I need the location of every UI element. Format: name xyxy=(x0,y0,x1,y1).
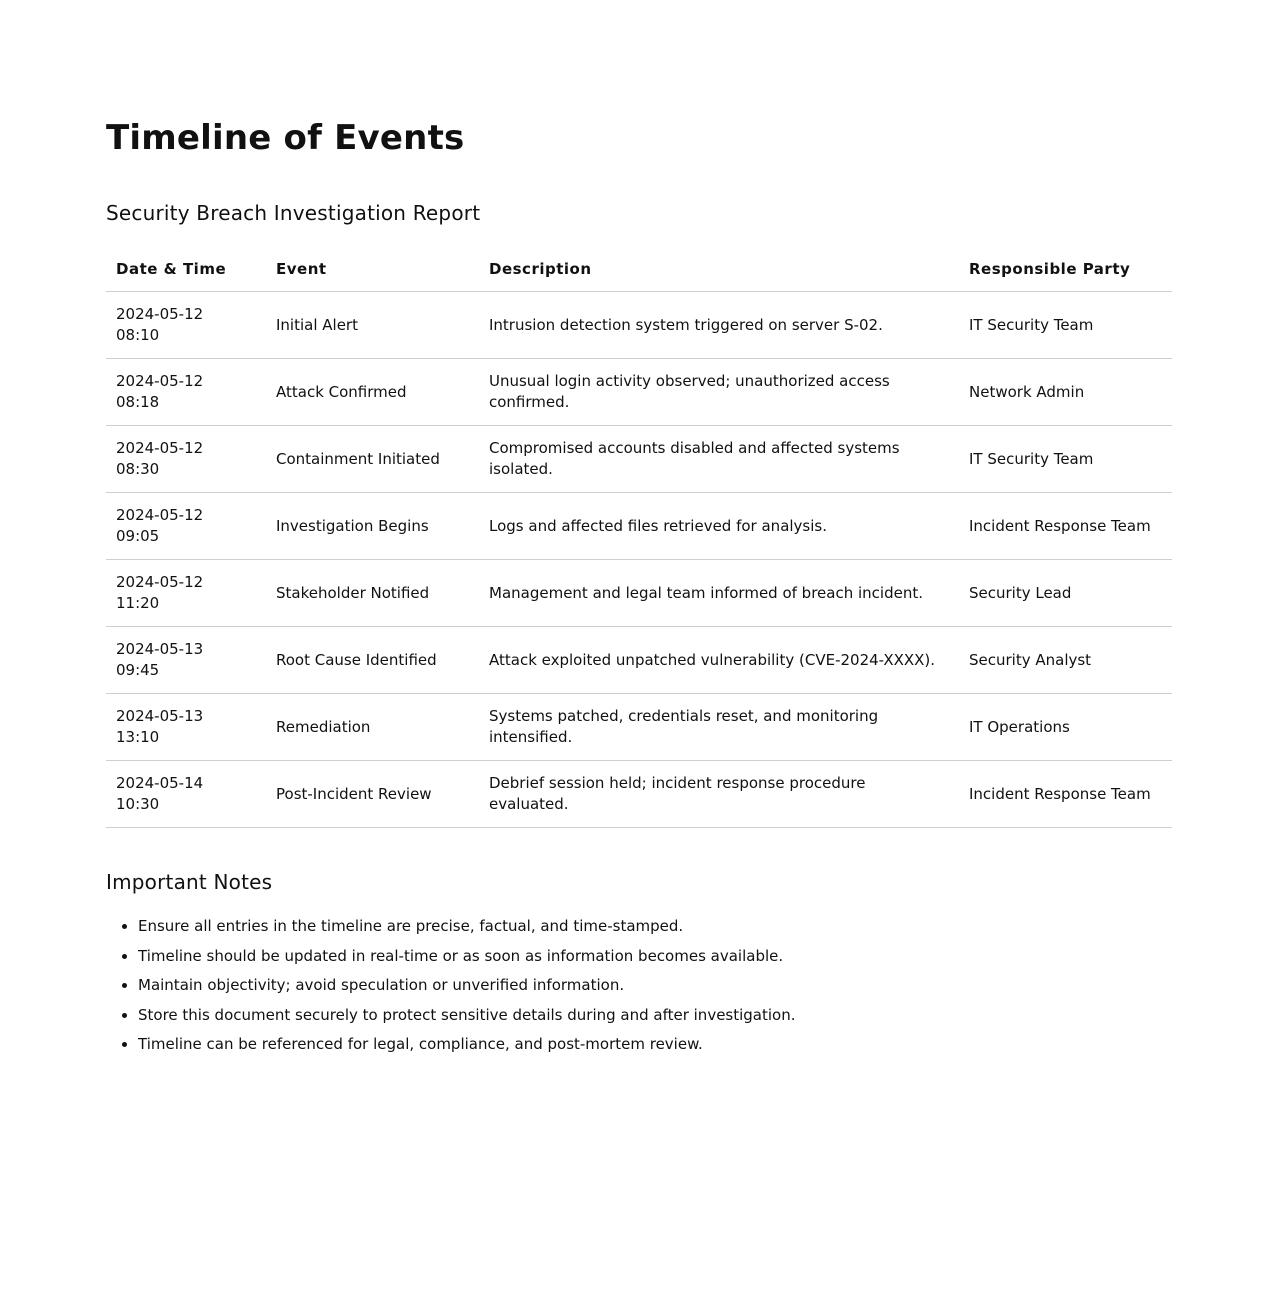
cell-time: 08:30 xyxy=(116,460,160,478)
cell-description: Unusual login activity observed; unauthorized access confirmed. xyxy=(479,359,959,426)
cell-date-time xyxy=(106,359,266,426)
cell-description: Systems patched, credentials reset, and monitoring intensified. xyxy=(479,694,959,761)
header-event: Event xyxy=(266,247,479,292)
cell-description: Attack exploited unpatched vulnerability (CVE-2024-XXXX). xyxy=(479,627,959,694)
cell-responsible-party: Security Lead xyxy=(959,560,1172,627)
notes-title: Important Notes xyxy=(106,870,273,894)
cell-event: Containment Initiated xyxy=(266,426,479,493)
cell-date: 2024-05-12 xyxy=(116,439,204,457)
cell-description: Logs and affected files retrieved for analysis. xyxy=(479,493,959,560)
report-subtitle: Security Breach Investigation Report xyxy=(106,201,481,225)
cell-event: Post-Incident Review xyxy=(266,761,479,828)
table-row xyxy=(106,627,1172,694)
cell-time: 13:10 xyxy=(116,728,160,746)
cell-responsible-party: Incident Response Team xyxy=(959,493,1172,560)
cell-event: Initial Alert xyxy=(266,292,479,359)
table-row xyxy=(106,359,1172,426)
cell-date-time xyxy=(106,292,266,359)
page-title: Timeline of Events xyxy=(106,118,465,158)
cell-time: 11:20 xyxy=(116,594,160,612)
header-responsible-party: Responsible Party xyxy=(959,247,1172,292)
cell-responsible-party: Security Analyst xyxy=(959,627,1172,694)
cell-time: 10:30 xyxy=(116,795,160,813)
cell-description: Intrusion detection system triggered on server S-02. xyxy=(479,292,959,359)
list-item: • Timeline should be updated in real-time or as soon as information becomes available. xyxy=(138,946,796,966)
cell-date-time xyxy=(106,426,266,493)
table-row xyxy=(106,761,1172,828)
cell-event: Remediation xyxy=(266,694,479,761)
cell-time: 09:45 xyxy=(116,661,160,679)
cell-responsible-party: IT Security Team xyxy=(959,292,1172,359)
cell-description: Management and legal team informed of breach incident. xyxy=(479,560,959,627)
cell-description: Debrief session held; incident response procedure evaluated. xyxy=(479,761,959,828)
cell-date-time xyxy=(106,627,266,694)
cell-event: Stakeholder Notified xyxy=(266,560,479,627)
cell-event: Root Cause Identified xyxy=(266,627,479,694)
cell-date: 2024-05-12 xyxy=(116,305,204,323)
list-item: • Store this document securely to protect sensitive details during and after investigation. xyxy=(138,1005,796,1025)
cell-time: 09:05 xyxy=(116,527,160,545)
table-row xyxy=(106,292,1172,359)
notes-list xyxy=(106,916,796,1064)
cell-responsible-party: IT Operations xyxy=(959,694,1172,761)
cell-date: 2024-05-12 xyxy=(116,573,204,591)
list-item: • Timeline can be referenced for legal, compliance, and post-mortem review. xyxy=(138,1034,796,1054)
cell-date-time xyxy=(106,560,266,627)
list-item: • Maintain objectivity; avoid speculation or unverified information. xyxy=(138,975,796,995)
table-row xyxy=(106,426,1172,493)
table-header-row xyxy=(106,247,1172,292)
table-row xyxy=(106,493,1172,560)
cell-date: 2024-05-14 xyxy=(116,774,204,792)
cell-date-time xyxy=(106,694,266,761)
cell-date-time xyxy=(106,761,266,828)
list-item: • Ensure all entries in the timeline are precise, factual, and time-stamped. xyxy=(138,916,796,936)
cell-time: 08:18 xyxy=(116,393,160,411)
cell-date: 2024-05-12 xyxy=(116,506,204,524)
table-row xyxy=(106,694,1172,761)
cell-responsible-party: Network Admin xyxy=(959,359,1172,426)
cell-time: 08:10 xyxy=(116,326,160,344)
cell-date-time xyxy=(106,493,266,560)
cell-event: Attack Confirmed xyxy=(266,359,479,426)
cell-responsible-party: Incident Response Team xyxy=(959,761,1172,828)
header-date-time: Date & Time xyxy=(106,247,266,292)
timeline-table xyxy=(106,247,1172,828)
cell-event: Investigation Begins xyxy=(266,493,479,560)
header-description: Description xyxy=(479,247,959,292)
cell-responsible-party: IT Security Team xyxy=(959,426,1172,493)
cell-date: 2024-05-12 xyxy=(116,372,204,390)
cell-description: Compromised accounts disabled and affected systems isolated. xyxy=(479,426,959,493)
timeline-body xyxy=(106,292,1172,828)
cell-date: 2024-05-13 xyxy=(116,707,204,725)
cell-date: 2024-05-13 xyxy=(116,640,204,658)
table-row xyxy=(106,560,1172,627)
